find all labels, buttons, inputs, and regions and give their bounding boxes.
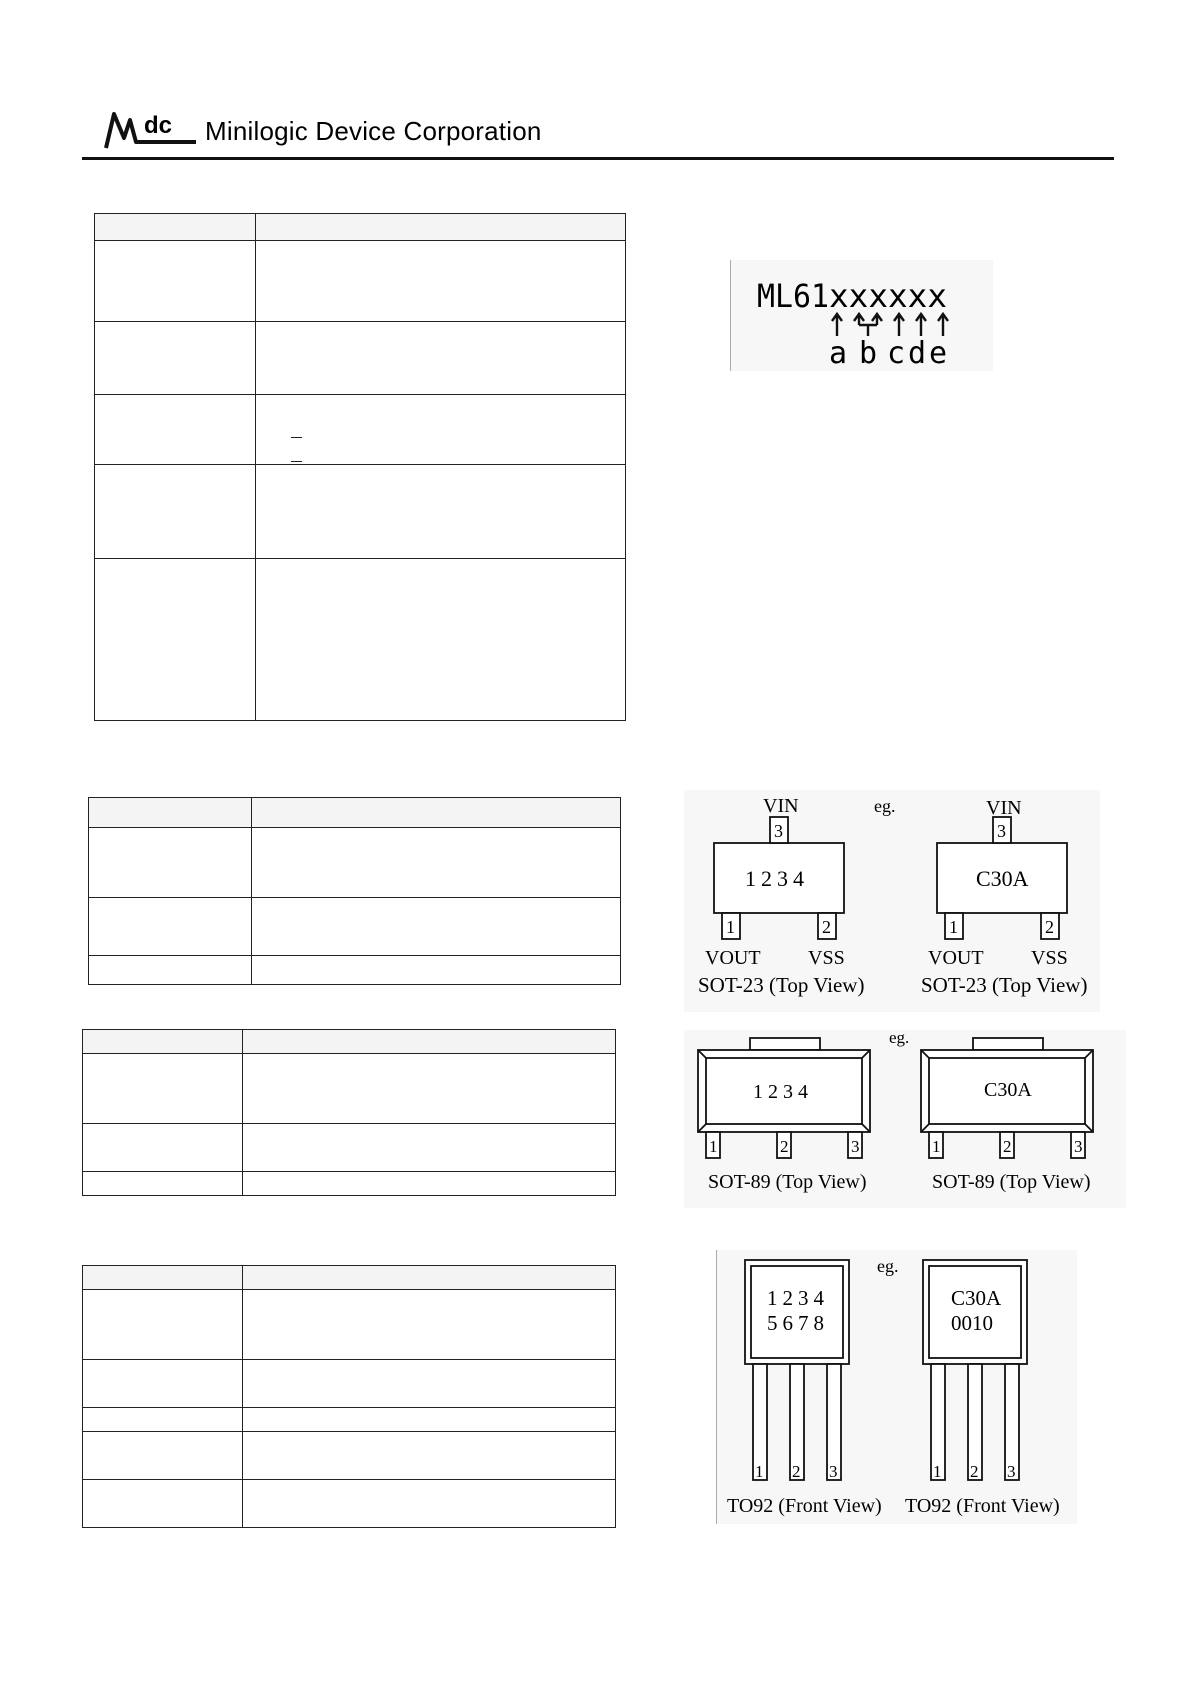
sot89-marking-table: [82, 1029, 616, 1196]
sot89-right-marking: C30A: [984, 1079, 1032, 1101]
table-row: [83, 1054, 616, 1124]
ordering-info-table: [94, 213, 626, 721]
part-suffix: xxxxxx: [829, 277, 947, 315]
to92-left-pin3-number: 3: [829, 1462, 838, 1481]
table-row: [89, 956, 621, 985]
sot23-left-vss-label: VSS: [808, 947, 845, 969]
arrow-group: [832, 314, 948, 336]
table-row: [83, 1290, 616, 1360]
sot23-right-pin2-number: 2: [1045, 917, 1054, 937]
to92-left-marking-line2: 5678: [767, 1311, 829, 1335]
to92-package-diagram: [716, 1250, 1077, 1524]
company-logo: [100, 106, 200, 156]
table-row: [83, 1480, 616, 1528]
table-row: [89, 828, 621, 898]
sot23-right-vin-label: VIN: [986, 797, 1022, 819]
sot23-left-pin1-number: 1: [726, 917, 735, 937]
table-row: [95, 241, 626, 322]
sot89-package-diagram: [684, 1030, 1126, 1208]
to92-left-pin2-number: 2: [792, 1462, 801, 1481]
sot23-left-caption: SOT-23 (Top View): [698, 973, 865, 997]
arrow-b: [854, 314, 882, 336]
label-b: b: [859, 336, 878, 371]
table-row: [83, 1360, 616, 1408]
label-e: e: [929, 336, 948, 371]
arrow-e: [938, 314, 948, 336]
table-row: [83, 1124, 616, 1172]
sot23-package-diagram: [684, 790, 1100, 1012]
sot23-left-pin3-number: 3: [774, 821, 783, 841]
logo-text: dc: [144, 112, 173, 139]
sot89-left-tab: [750, 1038, 820, 1050]
to92-example-label: eg.: [877, 1256, 899, 1276]
sot23-right-pin3-number: 3: [997, 821, 1006, 841]
sot89-left-marking: 1234: [753, 1081, 813, 1103]
sot23-right-caption: SOT-23 (Top View): [921, 973, 1088, 997]
sot23-left-marking: 1234: [745, 866, 809, 891]
sot89-left-pin1-number: 1: [709, 1137, 718, 1156]
to92-marking-table: [82, 1265, 616, 1528]
label-a: a: [829, 336, 848, 371]
table-header-row: [83, 1030, 616, 1054]
company-name: Minilogic Device Corporation: [205, 116, 542, 146]
table-row: [95, 465, 626, 559]
table-header-row: [95, 214, 626, 241]
to92-right-marking-line1: C30A: [951, 1286, 1002, 1310]
sot89-right-pin2-number: 2: [1003, 1137, 1012, 1156]
table-row: [89, 898, 621, 956]
table-row: [83, 1432, 616, 1480]
sot89-left-caption: SOT-89 (Top View): [708, 1171, 867, 1193]
table-header-row: [83, 1266, 616, 1290]
sot23-right-pin1-number: 1: [949, 917, 958, 937]
to92-left-pin1-number: 1: [755, 1462, 764, 1481]
sot89-right-tab: [973, 1038, 1043, 1050]
sot23-example-label: eg.: [874, 796, 896, 816]
table-header-row: [89, 798, 621, 828]
to92-right-marking-line2: 0010: [951, 1311, 993, 1335]
sot89-right-pin3-number: 3: [1074, 1137, 1083, 1156]
arrow-d: [916, 314, 926, 336]
table-row: [95, 559, 626, 721]
sot89-example-label: eg.: [889, 1030, 910, 1047]
to92-right-pin1-number: 1: [933, 1462, 942, 1481]
arrow-c: [894, 314, 904, 336]
header-rule: [82, 157, 1114, 160]
label-c: c: [887, 336, 906, 371]
table-row: [95, 322, 626, 395]
to92-right-caption: TO92 (Front View): [905, 1495, 1060, 1517]
sot23-marking-table: [88, 797, 621, 985]
sot89-left-pin3-number: 3: [851, 1137, 860, 1156]
sot23-right-marking: C30A: [976, 866, 1029, 891]
table-row: [83, 1172, 616, 1196]
to92-right-pin3-number: 3: [1007, 1462, 1016, 1481]
dash-mark: [291, 461, 302, 462]
part-number-diagram: [730, 260, 993, 371]
part-prefix: ML61: [757, 277, 829, 315]
sot23-left-pin2-number: 2: [822, 917, 831, 937]
to92-right-pin2-number: 2: [970, 1462, 979, 1481]
sot23-left-vout-label: VOUT: [705, 947, 761, 969]
to92-left-marking-line1: 1234: [767, 1286, 829, 1310]
sot23-right-vss-label: VSS: [1031, 947, 1068, 969]
table-row: [95, 395, 626, 465]
to92-left-caption: TO92 (Front View): [727, 1495, 882, 1517]
sot23-right-vout-label: VOUT: [928, 947, 984, 969]
table-row: [83, 1408, 616, 1432]
sot89-right-caption: SOT-89 (Top View): [932, 1171, 1091, 1193]
arrow-a: [832, 314, 842, 336]
label-d: d: [908, 336, 927, 371]
sot23-left-vin-label: VIN: [763, 795, 799, 817]
sot89-right-pin1-number: 1: [932, 1137, 941, 1156]
dash-mark: [291, 437, 302, 438]
sot89-left-pin2-number: 2: [780, 1137, 789, 1156]
